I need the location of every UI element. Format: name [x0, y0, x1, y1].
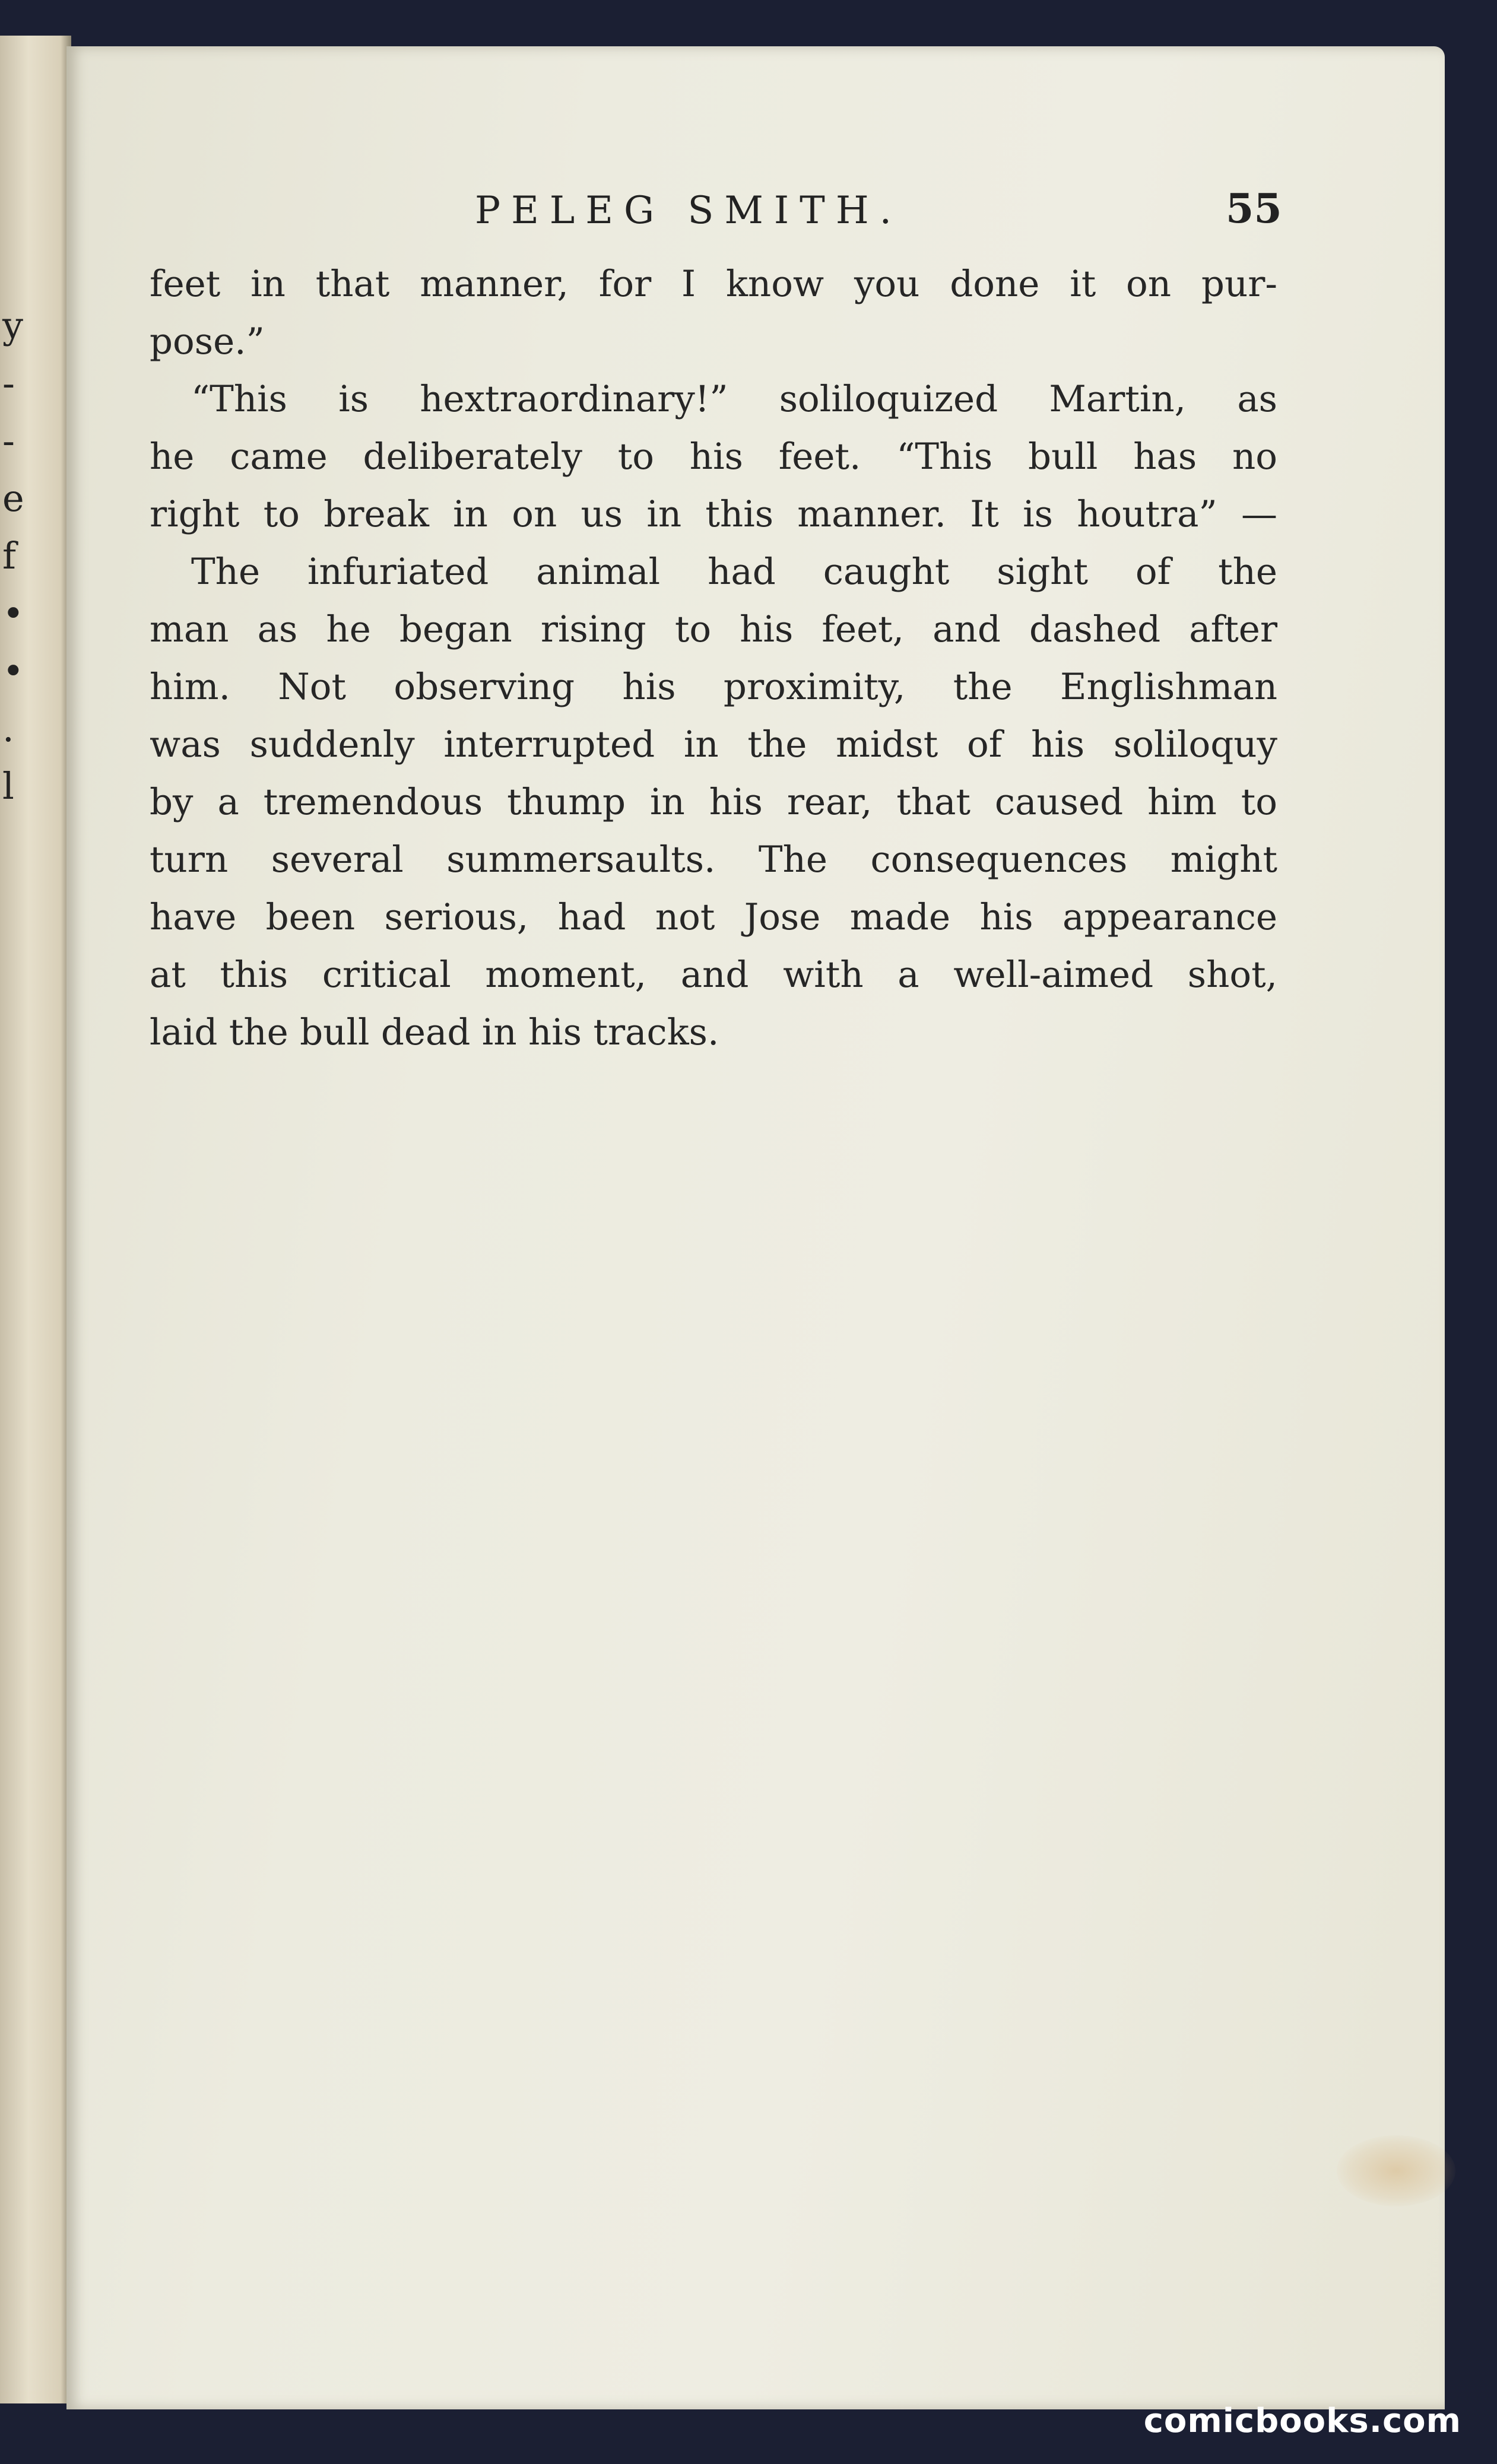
prev-letter: e: [2, 477, 24, 520]
text-line: turn several summersaults. The consequences might: [150, 839, 1277, 881]
paper-stain: [1337, 2135, 1455, 2206]
prev-letter: l: [2, 764, 14, 808]
text-line: he came deliberately to his feet. “This bull has no: [150, 436, 1277, 478]
text-line: man as he began rising to his feet, and dashed after: [150, 608, 1277, 650]
text-line: by a tremendous thump in his rear, that caused him to: [150, 781, 1277, 823]
text-line: “This is hextraordinary!” soliloquized Martin, as: [191, 378, 1277, 420]
prev-letter: .: [2, 707, 14, 750]
watermark: comicbooks.com: [1143, 2402, 1461, 2440]
prev-letter: y: [2, 304, 24, 347]
text-line: at this critical moment, and with a well-aimed shot,: [150, 954, 1277, 996]
page-number: 55: [1226, 185, 1282, 233]
running-head: PELEG SMITH.: [475, 189, 902, 233]
text-line: laid the bull dead in his tracks.: [150, 1011, 719, 1053]
text-line: right to break in on us in this manner. It is houtra” —: [150, 493, 1277, 535]
prev-letter: -: [2, 419, 15, 462]
prev-letter: f: [2, 534, 16, 577]
text-line: him. Not observing his proximity, the Englishman: [150, 666, 1277, 708]
text-line: pose.”: [150, 320, 265, 363]
text-line: The infuriated animal had caught sight of the: [191, 551, 1277, 593]
prev-letter: •: [2, 592, 24, 635]
text-line: was suddenly interrupted in the midst of his soliloquy: [150, 723, 1277, 766]
prev-letter: •: [2, 649, 24, 693]
text-line: feet in that manner, for I know you done it on pur-: [150, 263, 1277, 305]
previous-page-edge: [0, 36, 71, 2403]
text-line: have been serious, had not Jose made his appearance: [150, 896, 1277, 938]
previous-page-letters: [0, 297, 26, 815]
prev-letter: -: [2, 361, 15, 405]
body-text: [150, 255, 1277, 1061]
